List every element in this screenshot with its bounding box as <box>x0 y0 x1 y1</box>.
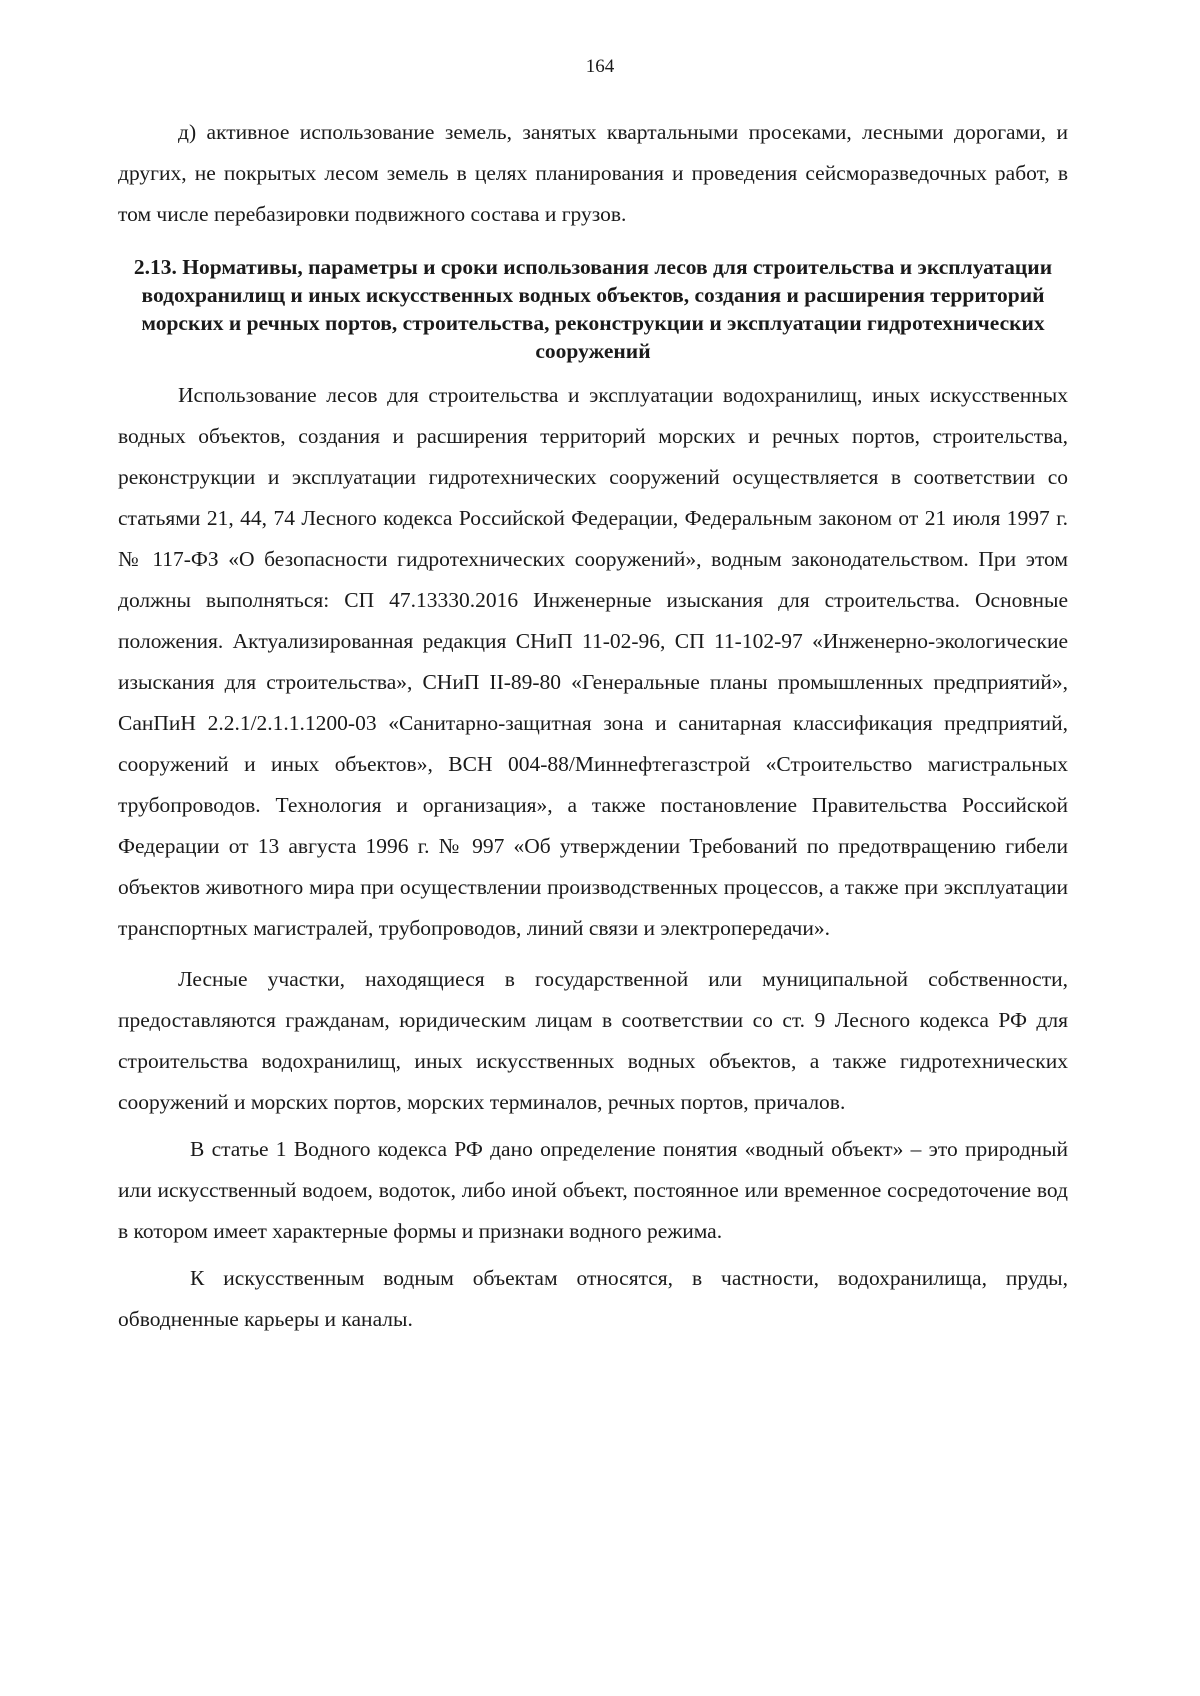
section-heading: 2.13. Нормативы, параметры и сроки использования лесов для строительства и эксплуатации водохранилищ и иных искусственных водных объектов, создания и расширения территорий морских и речных портов, строительства, реконструкции и эксплуатации гидротехнических сооружений <box>133 255 1053 363</box>
page-number: 164 <box>585 56 615 77</box>
paragraph-artificial-water-objects: К искусственным водным объектам относятся, в частности, водохранилища, пруды, обводненные карьеры и каналы. <box>118 1266 1068 1331</box>
paragraph-water-object-definition: В статье 1 Водного кодекса РФ дано определение понятия «водный объект» – это природный или искусственный водоем, водоток, либо иной объект, постоянное или временное сосредоточение вод в котором имеет характерные формы и признаки водного режима. <box>118 1137 1068 1243</box>
page-content <box>118 112 1068 1340</box>
paragraph-forest-plots-provision: Лесные участки, находящиеся в государственной или муниципальной собственности, предоставляются гражданам, юридическим лицам в соответствии со ст. 9 Лесного кодекса РФ для строительства водохранилищ, иных искусственных водных объектов, а также гидротехнических сооружений и морских портов, морских терминалов, речных портов, причалов. <box>118 967 1068 1114</box>
paragraph-seismic-exploration: д) активное использование земель, занятых квартальными просеками, лесными дорогами, и других, не покрытых лесом земель в целях планирования и проведения сейсморазведочных работ, в том числе перебазировки подвижного состава и грузов. <box>118 120 1068 226</box>
paragraph-forest-use-regulations: Использование лесов для строительства и эксплуатации водохранилищ, иных искусственных водных объектов, создания и расширения территорий морских и речных портов, строительства, реконструкции и эксплуатации гидротехнических сооружений осуществляется в соответствии со статьями 21, 44, 74 Лесного кодекса Российской Федерации, Федеральным законом от 21 июля 1997 г. № 117-ФЗ «О безопасности гидротехнических сооружений», водным законодательством. При этом должны выполняться: СП 47.13330.2016 Инженерные изыскания для строительства. Основные положения. Актуализированная редакция СНиП 11-02-96, СП 11-102-97 «Инженерно-экологические изыскания для строительства», СНиП II-89-80 «Генеральные планы промышленных предприятий», СанПиН 2.2.1/2.1.1.1200-03 «Санитарно-защитная зона и санитарная классификация предприятий, сооружений и иных объектов», ВСН 004-88/Миннефтегазстрой «Строительство магистральных трубопроводов. Технология и организация», а также постановление Правительства Российской Федерации от 13 августа 1996 г. № 997 «Об утверждении Требований по предотвращению гибели объектов животного мира при осуществлении производственных процессов, а также при эксплуатации транспортных магистралей, трубопроводов, линий связи и электропередачи». <box>118 383 1068 940</box>
